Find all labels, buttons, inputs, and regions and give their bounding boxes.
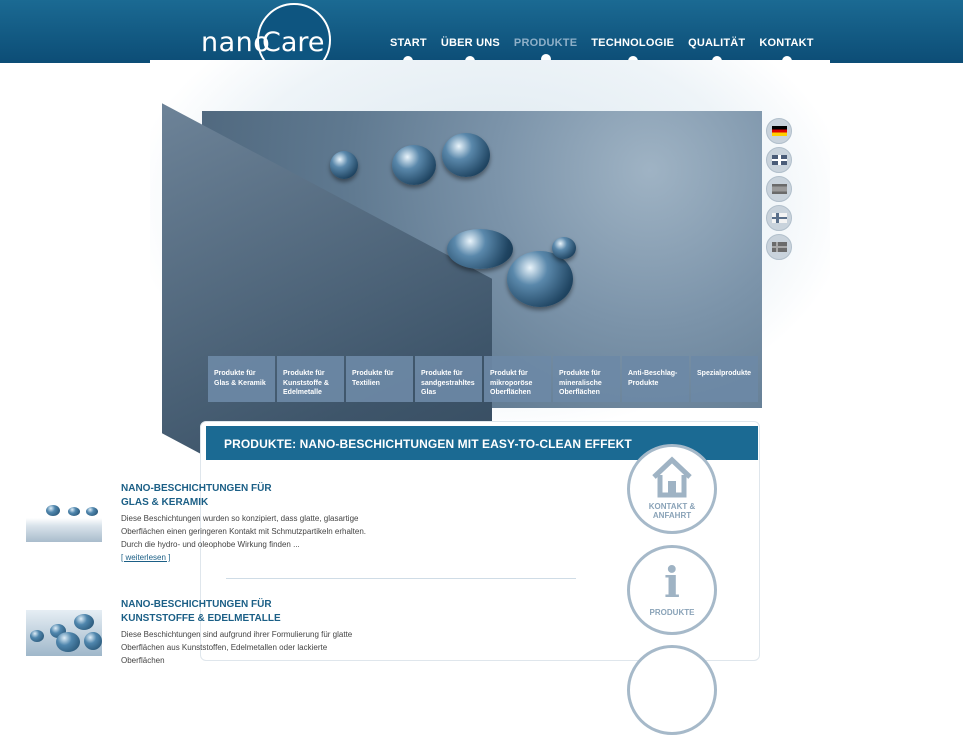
- entry-divider: [226, 578, 576, 579]
- finnish-flag-graphic: [772, 213, 787, 223]
- water-drop: [68, 507, 80, 516]
- water-drop: [84, 632, 102, 650]
- logo-text-nano: nano: [201, 27, 271, 58]
- swedish-flag-icon[interactable]: [766, 234, 792, 260]
- description-text: Diese Beschichtungen sind aufgrund ihrer Formulierung für glatte Oberflächen aus Kunststoffen, Edelmetallen oder lackierte Oberflächen: [121, 630, 353, 665]
- main-nav: [390, 37, 828, 49]
- panel-heading: PRODUKTE: NANO-BESCHICHTUNGEN MIT EASY-TO-CLEAN EFFEKT: [206, 426, 758, 460]
- nav-technologie-label: TECHNOLOGIE: [591, 37, 675, 49]
- hero-image: [202, 111, 762, 408]
- spanish-flag-graphic: [772, 184, 787, 194]
- german-flag-icon[interactable]: [766, 118, 792, 144]
- title-line-1: NANO-BESCHICHTUNGEN FÜR: [121, 483, 272, 494]
- contact-label-line2: ANFAHRT: [652, 511, 692, 520]
- nav-kontakt[interactable]: [759, 37, 813, 49]
- nav-produkte-label: PRODUKTE: [513, 37, 578, 49]
- water-drop: [56, 632, 80, 652]
- nav-start-label: START: [390, 37, 427, 49]
- water-drop: [442, 133, 490, 177]
- title-line-2: GLAS & KERAMIK: [121, 497, 209, 508]
- water-drop: [330, 151, 358, 179]
- nav-ueber-uns-label: ÜBER UNS: [440, 37, 500, 49]
- product-image-glas-keramik: [26, 502, 102, 542]
- water-drop: [74, 614, 94, 630]
- description-text: Diese Beschichtungen wurden so konzipiert, dass glatte, glasartige Oberflächen einen geringeren Kontakt mit Schmutzpartikeln erhalten. Durch die hydro- und oleophobe Wirkung finden ...: [121, 514, 367, 549]
- category-menu: [208, 356, 760, 402]
- products-info-button[interactable]: [627, 545, 717, 635]
- product-image-kunststoffe: [26, 610, 102, 656]
- water-drop: [30, 630, 44, 642]
- read-more-link[interactable]: [ weiterlesen ]: [121, 553, 171, 562]
- nav-produkte[interactable]: [514, 37, 577, 49]
- water-drop: [86, 507, 98, 516]
- water-drop: [552, 237, 576, 259]
- water-drop: [507, 251, 573, 307]
- category-spezialprodukte[interactable]: Spezialprodukte: [691, 356, 758, 402]
- header-bar: [0, 0, 963, 63]
- product-entry-title[interactable]: [121, 598, 371, 626]
- product-entry-title[interactable]: [121, 482, 371, 510]
- water-drop: [46, 505, 60, 516]
- contact-label-line1: KONTAKT &: [648, 502, 696, 511]
- third-circle-button[interactable]: [627, 645, 717, 735]
- category-sandgestrahltes-glas[interactable]: Produkte für sandgestrahltes Glas: [415, 356, 482, 402]
- category-mikroporoese-oberflaechen[interactable]: Produkt für mikroporöse Oberflächen: [484, 356, 551, 402]
- category-anti-beschlag[interactable]: Anti-Beschlag-Produkte: [622, 356, 689, 402]
- english-flag-icon[interactable]: [766, 147, 792, 173]
- product-entry-description: [121, 512, 371, 564]
- contact-label: [630, 502, 714, 520]
- nav-kontakt-label: KONTAKT: [759, 37, 814, 49]
- nav-qualitaet-label: QUALITÄT: [688, 37, 746, 49]
- german-flag-graphic: [772, 126, 787, 136]
- nav-qualitaet[interactable]: [688, 37, 745, 49]
- category-mineralische-oberflaechen[interactable]: Produkte für mineralische Oberflächen: [553, 356, 620, 402]
- spanish-flag-icon[interactable]: [766, 176, 792, 202]
- title-line-2: KUNSTSTOFFE & EDELMETALLE: [121, 613, 281, 624]
- nav-start[interactable]: [390, 37, 427, 49]
- house-icon: [650, 455, 694, 499]
- water-drop: [392, 145, 436, 185]
- language-switcher: [766, 118, 792, 263]
- english-flag-graphic: [772, 155, 787, 165]
- title-line-1: NANO-BESCHICHTUNGEN FÜR: [121, 599, 272, 610]
- logo-text-care: Care: [262, 27, 325, 58]
- info-icon: i: [664, 558, 680, 607]
- products-label: PRODUKTE: [649, 608, 695, 617]
- category-textilien[interactable]: Produkte für Textilien: [346, 356, 413, 402]
- nav-ueber-uns[interactable]: [441, 37, 500, 49]
- finnish-flag-icon[interactable]: [766, 205, 792, 231]
- product-entry-description: [121, 628, 371, 667]
- category-kunststoffe-edelmetalle[interactable]: Produkte für Kunststoffe & Edelmetalle: [277, 356, 344, 402]
- swedish-flag-graphic: [772, 242, 787, 252]
- contact-directions-button[interactable]: [627, 444, 717, 534]
- nav-technologie[interactable]: [591, 37, 674, 49]
- water-drop: [447, 229, 513, 269]
- category-glas-keramik[interactable]: Produkte für Glas & Keramik: [208, 356, 275, 402]
